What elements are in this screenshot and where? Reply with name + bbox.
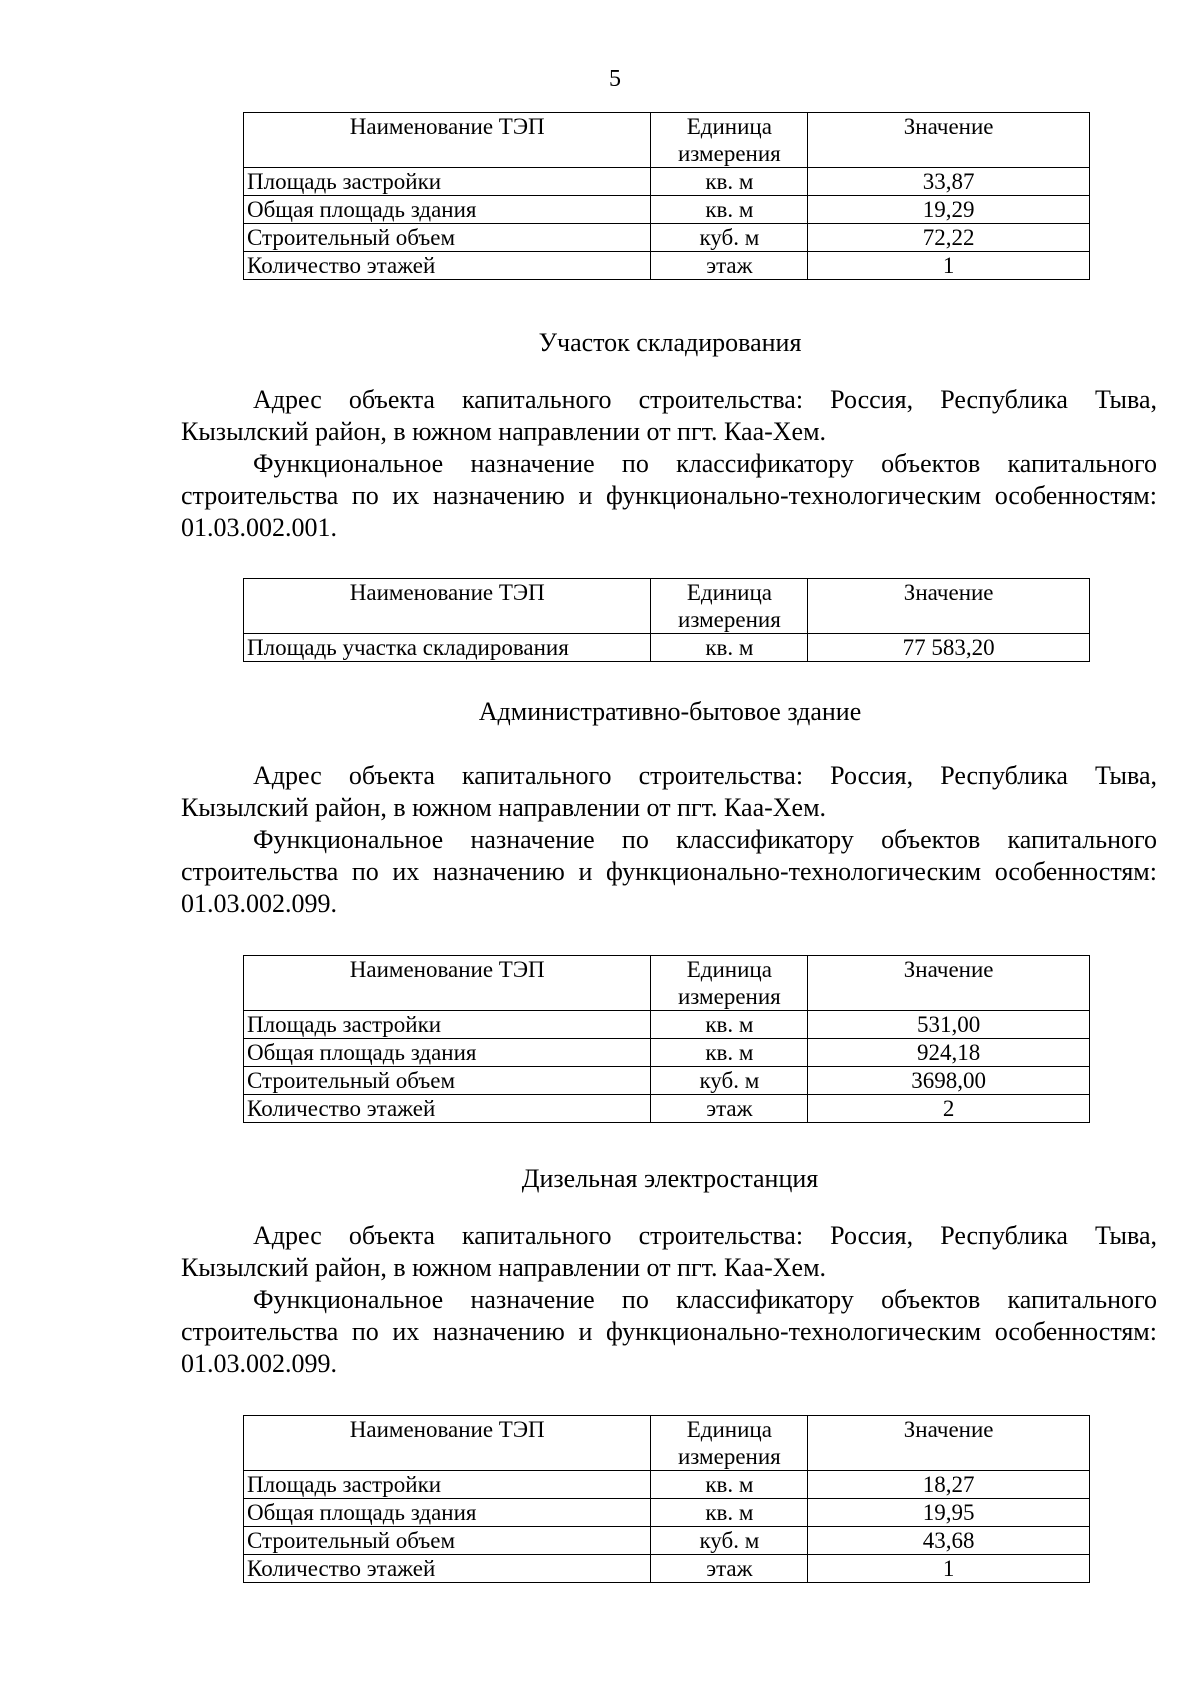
cell-name: Общая площадь здания [244,196,651,224]
cell-unit: этаж [651,1555,808,1583]
table-row [244,1067,1090,1095]
cell-value: 77 583,20 [808,634,1090,662]
header-value: Значение [808,1416,1090,1471]
section-title-admin-building: Административно-бытовое здание [478,697,862,726]
cell-unit: куб. м [651,224,808,252]
cell-name: Площадь участка складирования [244,634,651,662]
cell-unit: кв. м [651,1471,808,1499]
table-header-row [244,956,1090,1011]
header-unit: Единица измерения [651,579,808,634]
table-row [244,252,1090,280]
cell-value: 43,68 [808,1527,1090,1555]
cell-unit: кв. м [651,634,808,662]
cell-value: 531,00 [808,1011,1090,1039]
cell-unit: куб. м [651,1527,808,1555]
header-value: Значение [808,579,1090,634]
table-header-row [244,1416,1090,1471]
cell-value: 72,22 [808,224,1090,252]
tep-table-storage [243,578,1090,662]
cell-name: Строительный объем [244,1067,651,1095]
cell-unit: кв. м [651,1039,808,1067]
table-row [244,1499,1090,1527]
cell-value: 18,27 [808,1471,1090,1499]
table-header-row [244,113,1090,168]
table-row [244,168,1090,196]
section-title-storage: Участок складирования [538,328,802,357]
cell-name: Общая площадь здания [244,1499,651,1527]
table-row [244,634,1090,662]
cell-name: Количество этажей [244,1095,651,1123]
header-unit: Единица измерения [651,113,808,168]
cell-unit: кв. м [651,168,808,196]
cell-name: Количество этажей [244,1555,651,1583]
address-paragraph: Адрес объекта капитального строительства: Россия, Республика Тыва, Кызылский район, в южном направлении от пгт. Каа-Хем. [181,385,1157,446]
table-row [244,1555,1090,1583]
cell-value: 19,95 [808,1499,1090,1527]
cell-name: Площадь застройки [244,1011,651,1039]
page-number: 5 [609,66,621,92]
header-name: Наименование ТЭП [244,579,651,634]
cell-value: 1 [808,252,1090,280]
table-row [244,1471,1090,1499]
cell-unit: куб. м [651,1067,808,1095]
cell-name: Строительный объем [244,224,651,252]
cell-value: 3698,00 [808,1067,1090,1095]
table-row [244,1095,1090,1123]
table-row [244,224,1090,252]
cell-value: 2 [808,1095,1090,1123]
header-value: Значение [808,113,1090,168]
table-row [244,1011,1090,1039]
table-row [244,196,1090,224]
tep-table-diesel-station [243,1415,1090,1583]
cell-unit: этаж [651,1095,808,1123]
cell-value: 1 [808,1555,1090,1583]
table-row [244,1527,1090,1555]
address-paragraph: Адрес объекта капитального строительства: Россия, Республика Тыва, Кызылский район, в южном направлении от пгт. Каа-Хем. [181,761,1157,822]
purpose-paragraph: Функциональное назначение по классификатору объектов капитального строительства по их назначению и функционально-технологическим особенностям: 01.03.002.099. [181,825,1157,918]
cell-name: Площадь застройки [244,1471,651,1499]
cell-unit: этаж [651,252,808,280]
header-name: Наименование ТЭП [244,113,651,168]
section-title-diesel-station: Дизельная электростанция [521,1164,819,1193]
purpose-paragraph: Функциональное назначение по классификатору объектов капитального строительства по их назначению и функционально-технологическим особенностям: 01.03.002.001. [181,449,1157,542]
address-paragraph: Адрес объекта капитального строительства: Россия, Республика Тыва, Кызылский район, в южном направлении от пгт. Каа-Хем. [181,1221,1157,1282]
cell-name: Строительный объем [244,1527,651,1555]
tep-table-continued [243,112,1090,280]
header-value: Значение [808,956,1090,1011]
tep-table-admin-building [243,955,1090,1123]
cell-name: Количество этажей [244,252,651,280]
cell-value: 19,29 [808,196,1090,224]
cell-name: Площадь застройки [244,168,651,196]
header-unit: Единица измерения [651,1416,808,1471]
cell-value: 33,87 [808,168,1090,196]
table-header-row [244,579,1090,634]
cell-value: 924,18 [808,1039,1090,1067]
purpose-paragraph: Функциональное назначение по классификатору объектов капитального строительства по их назначению и функционально-технологическим особенностям: 01.03.002.099. [181,1285,1157,1378]
header-name: Наименование ТЭП [244,956,651,1011]
table-row [244,1039,1090,1067]
header-name: Наименование ТЭП [244,1416,651,1471]
header-unit: Единица измерения [651,956,808,1011]
cell-unit: кв. м [651,1011,808,1039]
cell-name: Общая площадь здания [244,1039,651,1067]
cell-unit: кв. м [651,1499,808,1527]
cell-unit: кв. м [651,196,808,224]
